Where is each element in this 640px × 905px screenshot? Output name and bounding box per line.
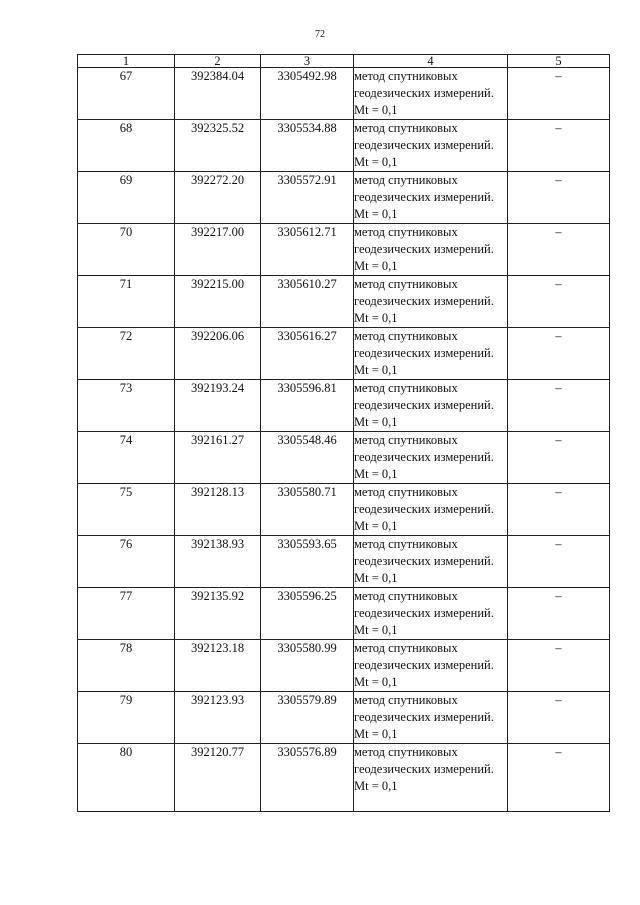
y-coordinate-cell: 3305616.27 xyxy=(261,328,354,380)
x-coordinate-cell: 392161.27 xyxy=(175,432,261,484)
column-header: 4 xyxy=(354,55,508,68)
point-number-cell: 78 xyxy=(78,640,175,692)
note-cell: – xyxy=(508,536,610,588)
method-cell: метод спутниковых геодезических измерений. Mt = 0,1 xyxy=(354,380,508,432)
x-coordinate-cell: 392272.20 xyxy=(175,172,261,224)
note-cell: – xyxy=(508,328,610,380)
method-cell: метод спутниковых геодезических измерений. Mt = 0,1 xyxy=(354,172,508,224)
table-row xyxy=(78,380,610,432)
y-coordinate-cell: 3305596.25 xyxy=(261,588,354,640)
column-header: 1 xyxy=(78,55,175,68)
table-row xyxy=(78,328,610,380)
x-coordinate-cell: 392123.93 xyxy=(175,692,261,744)
y-coordinate-cell: 3305593.65 xyxy=(261,536,354,588)
method-cell: метод спутниковых геодезических измерений. Mt = 0,1 xyxy=(354,224,508,276)
x-coordinate-cell: 392193.24 xyxy=(175,380,261,432)
method-cell: метод спутниковых геодезических измерений. Mt = 0,1 xyxy=(354,692,508,744)
note-cell: – xyxy=(508,224,610,276)
method-cell: метод спутниковых геодезических измерений. Mt = 0,1 xyxy=(354,536,508,588)
table-row xyxy=(78,588,610,640)
y-coordinate-cell: 3305580.99 xyxy=(261,640,354,692)
note-cell: – xyxy=(508,484,610,536)
note-cell: – xyxy=(508,380,610,432)
note-cell: – xyxy=(508,172,610,224)
table-row xyxy=(78,640,610,692)
note-cell: – xyxy=(508,276,610,328)
method-cell: метод спутниковых геодезических измерений. Mt = 0,1 xyxy=(354,68,508,120)
note-cell: – xyxy=(508,432,610,484)
x-coordinate-cell: 392120.77 xyxy=(175,744,261,812)
point-number-cell: 79 xyxy=(78,692,175,744)
table-header-row xyxy=(78,55,610,68)
x-coordinate-cell: 392325.52 xyxy=(175,120,261,172)
x-coordinate-cell: 392384.04 xyxy=(175,68,261,120)
x-coordinate-cell: 392123.18 xyxy=(175,640,261,692)
point-number-cell: 75 xyxy=(78,484,175,536)
note-cell: – xyxy=(508,640,610,692)
method-cell: метод спутниковых геодезических измерений. Mt = 0,1 xyxy=(354,432,508,484)
y-coordinate-cell: 3305612.71 xyxy=(261,224,354,276)
table-row xyxy=(78,68,610,120)
note-cell: – xyxy=(508,68,610,120)
y-coordinate-cell: 3305576.89 xyxy=(261,744,354,812)
point-number-cell: 76 xyxy=(78,536,175,588)
point-number-cell: 74 xyxy=(78,432,175,484)
method-cell: метод спутниковых геодезических измерений. Mt = 0,1 xyxy=(354,484,508,536)
y-coordinate-cell: 3305548.46 xyxy=(261,432,354,484)
y-coordinate-cell: 3305580.71 xyxy=(261,484,354,536)
method-cell: метод спутниковых геодезических измерений. Mt = 0,1 xyxy=(354,640,508,692)
table-row xyxy=(78,692,610,744)
note-cell: – xyxy=(508,692,610,744)
point-number-cell: 67 xyxy=(78,68,175,120)
column-header: 3 xyxy=(261,55,354,68)
point-number-cell: 71 xyxy=(78,276,175,328)
x-coordinate-cell: 392128.13 xyxy=(175,484,261,536)
point-number-cell: 70 xyxy=(78,224,175,276)
table-row xyxy=(78,432,610,484)
y-coordinate-cell: 3305572.91 xyxy=(261,172,354,224)
note-cell: – xyxy=(508,744,610,812)
page-number: 72 xyxy=(315,29,325,40)
x-coordinate-cell: 392215.00 xyxy=(175,276,261,328)
point-number-cell: 73 xyxy=(78,380,175,432)
table-row xyxy=(78,484,610,536)
point-number-cell: 80 xyxy=(78,744,175,812)
point-number-cell: 68 xyxy=(78,120,175,172)
y-coordinate-cell: 3305492.98 xyxy=(261,68,354,120)
method-cell: метод спутниковых геодезических измерений. Mt = 0,1 xyxy=(354,328,508,380)
table-row xyxy=(78,276,610,328)
method-cell: метод спутниковых геодезических измерений. Mt = 0,1 xyxy=(354,276,508,328)
table-row xyxy=(78,224,610,276)
note-cell: – xyxy=(508,588,610,640)
y-coordinate-cell: 3305610.27 xyxy=(261,276,354,328)
table-row xyxy=(78,536,610,588)
point-number-cell: 77 xyxy=(78,588,175,640)
x-coordinate-cell: 392138.93 xyxy=(175,536,261,588)
y-coordinate-cell: 3305534.88 xyxy=(261,120,354,172)
y-coordinate-cell: 3305579.89 xyxy=(261,692,354,744)
point-number-cell: 69 xyxy=(78,172,175,224)
x-coordinate-cell: 392135.92 xyxy=(175,588,261,640)
x-coordinate-cell: 392217.00 xyxy=(175,224,261,276)
table-row xyxy=(78,120,610,172)
method-cell: метод спутниковых геодезических измерений. Mt = 0,1 xyxy=(354,744,508,812)
column-header: 5 xyxy=(508,55,610,68)
table-row xyxy=(78,744,610,812)
method-cell: метод спутниковых геодезических измерений. Mt = 0,1 xyxy=(354,588,508,640)
method-cell: метод спутниковых геодезических измерений. Mt = 0,1 xyxy=(354,120,508,172)
table-row xyxy=(78,172,610,224)
x-coordinate-cell: 392206.06 xyxy=(175,328,261,380)
coordinates-table xyxy=(77,54,610,812)
table-body xyxy=(78,68,610,812)
column-header: 2 xyxy=(175,55,261,68)
point-number-cell: 72 xyxy=(78,328,175,380)
y-coordinate-cell: 3305596.81 xyxy=(261,380,354,432)
note-cell: – xyxy=(508,120,610,172)
